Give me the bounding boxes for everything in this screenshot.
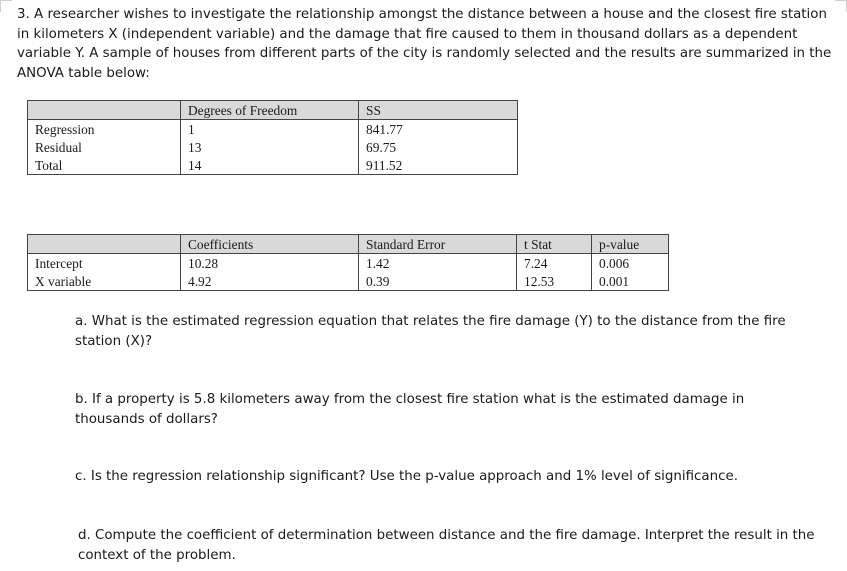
- anova-header-ss: SS: [359, 101, 518, 120]
- question-d: d. Compute the coefficient of determination between distance and the fire damage. Interpret the result in the context of the problem.: [78, 528, 815, 563]
- anova-cell: Regression: [28, 120, 181, 139]
- anova-cell: Total: [28, 156, 181, 175]
- anova-cell: Residual: [28, 138, 181, 156]
- coef-cell: Intercept: [28, 254, 181, 273]
- coef-header-standard-error: Standard Error: [359, 235, 517, 254]
- page-corner-mark: [0, 0, 1, 12]
- anova-cell: 14: [181, 156, 359, 175]
- question-a: a. What is the estimated regression equation that relates the fire damage (Y) to the distance from the fire station (X)?: [75, 314, 786, 349]
- coef-cell: X variable: [28, 272, 181, 291]
- coef-cell: 4.92: [181, 272, 359, 291]
- anova-row-total: [28, 156, 518, 175]
- page-corner-mark: [0, 0, 12, 1]
- coef-cell: 1.42: [359, 254, 517, 273]
- coef-header-row: [28, 235, 669, 254]
- coef-cell: 0.001: [592, 272, 669, 291]
- anova-cell: 841.77: [359, 120, 518, 139]
- anova-header-row: [28, 101, 518, 120]
- anova-row-residual: [28, 138, 518, 156]
- anova-row-regression: [28, 120, 518, 139]
- anova-header-blank: [28, 101, 181, 120]
- anova-cell: 13: [181, 138, 359, 156]
- coef-cell: 0.39: [359, 272, 517, 291]
- anova-cell: 911.52: [359, 156, 518, 175]
- anova-cell: 1: [181, 120, 359, 139]
- question-c: c. Is the regression relationship significant? Use the p-value approach and 1% level of significance.: [75, 469, 738, 484]
- coefficients-table: [27, 234, 669, 291]
- anova-cell: 69.75: [359, 138, 518, 156]
- coef-row-x-variable: [28, 272, 669, 291]
- anova-header-df: Degrees of Freedom: [181, 101, 359, 120]
- coef-cell: 7.24: [517, 254, 592, 273]
- coef-header-p-value: p-value: [592, 235, 669, 254]
- coef-row-intercept: [28, 254, 669, 273]
- coef-cell: 10.28: [181, 254, 359, 273]
- coef-header-t-stat: t Stat: [517, 235, 592, 254]
- coef-cell: 0.006: [592, 254, 669, 273]
- coef-header-coefficients: Coefficients: [181, 235, 359, 254]
- problem-statement: 3. A researcher wishes to investigate the relationship amongst the distance between a house and the closest fire station in kilometers X (independent variable) and the damage that fire caused to them in thousand dollars as a dependent variable Y. A sample of houses from different parts of the city is randomly selected and the results are summarized in the ANOVA table below:: [17, 7, 832, 81]
- coef-cell: 12.53: [517, 272, 592, 291]
- coef-header-blank: [28, 235, 181, 254]
- anova-table: [27, 100, 518, 175]
- question-b: b. If a property is 5.8 kilometers away from the closest fire station what is the estimated damage in thousands of dollars?: [75, 392, 745, 427]
